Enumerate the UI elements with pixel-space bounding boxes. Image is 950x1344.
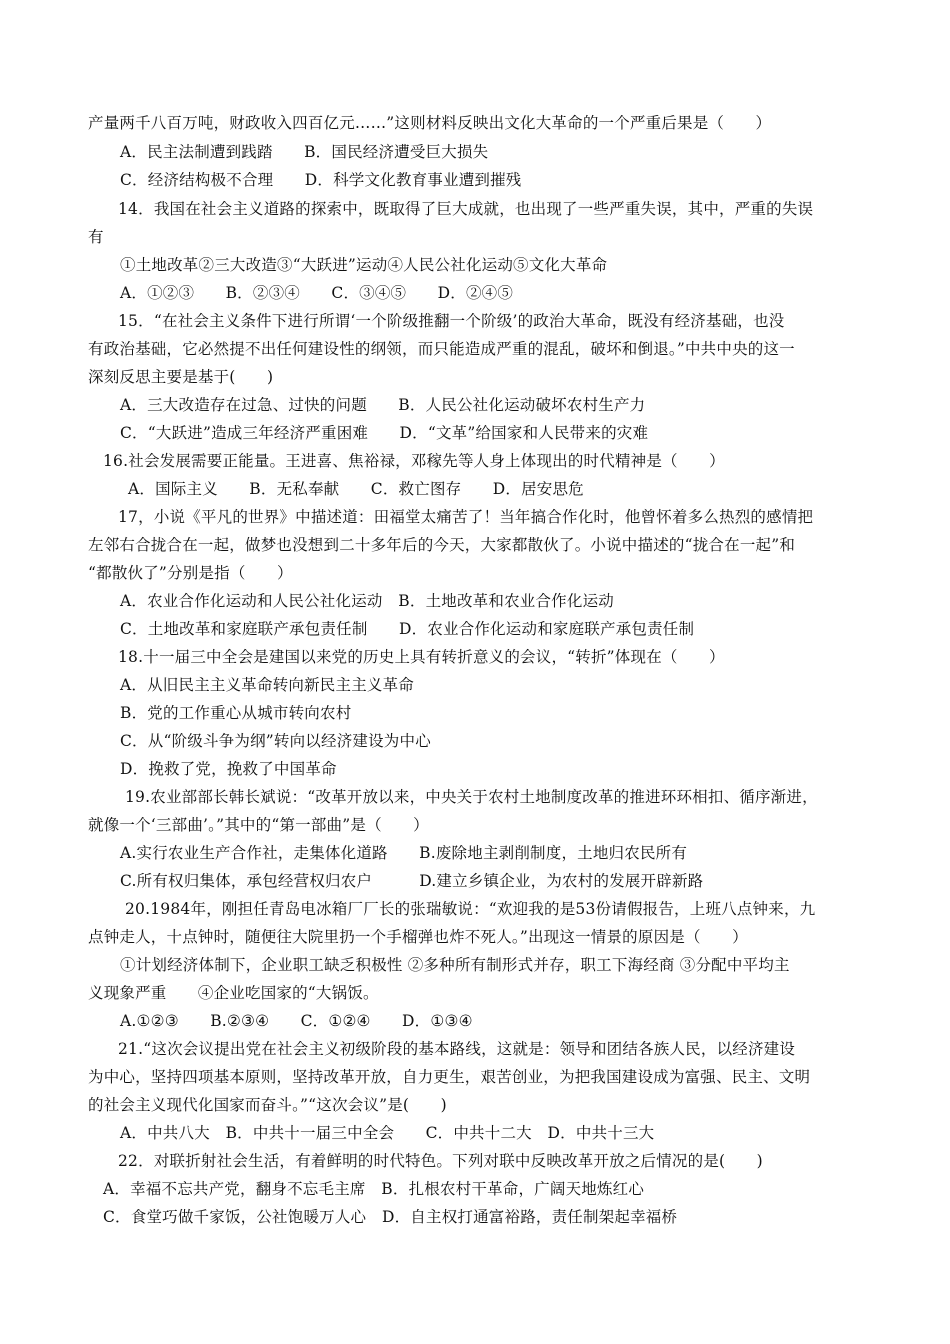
q18-option-d: D．挽救了党，挽救了中国革命 — [120, 760, 337, 778]
question-13-stem-end: 产量两千八百万吨，财政收入四百亿元……”这则材料反映出文化大革命的一个严重后果是（ ） — [88, 114, 772, 132]
q20-items: ①计划经济体制下，企业职工缺乏积极性 ②多种所有制形式并存，职工下海经商 ③分配中平均主 — [120, 956, 790, 974]
q17-options-cd: C．土地改革和家庭联产承包责任制 D．农业合作化运动和家庭联产承包责任制 — [120, 620, 695, 638]
question-17-stem-end: “都散伙了”分别是指（ ） — [88, 564, 293, 582]
question-22-stem: 22．对联折射社会生活，有着鲜明的时代特色。下列对联中反映改革开放之后情况的是( ) — [118, 1152, 763, 1170]
question-16-stem: 16.社会发展需要正能量。王进喜、焦裕禄，邓稼先等人身上体现出的时代精神是（ ） — [103, 452, 725, 470]
q20-items-cont: 义现象严重 ④企业吃国家的“大锅饭。 — [88, 984, 379, 1002]
q22-options-ab: A．幸福不忘共产党，翻身不忘毛主席 B．扎根农村干革命，广阔天地炼红心 — [103, 1180, 645, 1198]
q20-options: A.①②③ B.②③④ C．①②④ D．①③④ — [120, 1012, 473, 1030]
q21-options: A．中共八大 B．中共十一届三中全会 C．中共十二大 D．中共十三大 — [120, 1124, 655, 1142]
q15-options-cd: C．“大跃进”造成三年经济严重困难 D．“文革”给国家和人民带来的灾难 — [120, 424, 649, 442]
question-15-stem-cont: 有政治基础，它必然提不出任何建设性的纲领，而只能造成严重的混乱，破坏和倒退。”中共中央的这一 — [88, 340, 795, 358]
question-15-stem: 15．“在社会主义条件下进行所谓‘一个阶级推翻一个阶级’的政治大革命，既没有经济基础，也没 — [118, 312, 785, 330]
q16-options: A．国际主义 B．无私奉献 C．救亡图存 D．居安思危 — [128, 480, 584, 498]
question-19-stem: 19.农业部部长韩长斌说：“改革开放以来，中央关于农村土地制度改革的推进环环相扣、循序渐进， — [125, 788, 818, 806]
q19-options-ab: A.实行农业生产合作社，走集体化道路 B.废除地主剥削制度，土地归农民所有 — [120, 844, 688, 862]
question-14-stem-cont: 有 — [88, 228, 104, 246]
question-21-stem-end: 的社会主义现代化国家而奋斗。”“这次会议”是( ) — [88, 1096, 447, 1114]
question-21-stem: 21.“这次会议提出党在社会主义初级阶段的基本路线，这就是：领导和团结各族人民，以经济建设 — [118, 1040, 796, 1058]
question-17-stem-cont: 左邻右合拢合在一起，做梦也没想到二十多年后的今天，大家都散伙了。小说中描述的“拢合在一起”和 — [88, 536, 796, 554]
question-17-stem: 17，小说《平凡的世界》中描述道：田福堂太痛苦了！当年搞合作化时，他曾怀着多么热烈的感情把 — [118, 508, 814, 526]
question-21-stem-cont: 为中心，坚持四项基本原则，坚持改革开放，自力更生，艰苦创业，为把我国建设成为富强、民主、文明 — [88, 1068, 811, 1086]
q17-options-ab: A．农业合作化运动和人民公社化运动 B．土地改革和农业合作化运动 — [120, 592, 614, 610]
question-19-stem-end: 就像一个‘三部曲’。”其中的“第一部曲”是（ ） — [88, 816, 429, 834]
q15-options-ab: A．三大改造存在过急、过快的问题 B．人民公社化运动破坏农村生产力 — [120, 396, 646, 414]
question-15-stem-end: 深刻反思主要是基于( ) — [88, 368, 274, 386]
q18-option-c: C．从“阶级斗争为纲”转向以经济建设为中心 — [120, 732, 431, 750]
q13-options-ab: A．民主法制遭到践踏 B．国民经济遭受巨大损失 — [120, 143, 489, 161]
q18-option-a: A．从旧民主主义革命转向新民主主义革命 — [120, 676, 414, 694]
q18-option-b: B．党的工作重心从城市转向农村 — [120, 704, 352, 722]
question-20-stem-end: 点钟走人，十点钟时，随便往大院里扔一个手榴弹也炸不死人。”出现这一情景的原因是（ ） — [88, 928, 748, 946]
q19-options-cd: C.所有权归集体，承包经营权归农户 D.建立乡镇企业，为农村的发展开辟新路 — [120, 872, 704, 890]
q14-options: A．①②③ B．②③④ C．③④⑤ D．②④⑤ — [120, 284, 514, 302]
q13-options-cd: C．经济结构极不合理 D．科学文化教育事业遭到摧残 — [120, 171, 522, 189]
q22-options-cd: C．食堂巧做千家饭，公社饱暖万人心 D．自主权打通富裕路，责任制架起幸福桥 — [103, 1208, 678, 1226]
q14-items: ①土地改革②三大改造③“大跃进”运动④人民公社化运动⑤文化大革命 — [120, 256, 608, 274]
question-18-stem: 18.十一届三中全会是建国以来党的历史上具有转折意义的会议，“转折”体现在（ ） — [118, 648, 725, 666]
question-20-stem: 20.1984年，刚担任青岛电冰箱厂厂长的张瑞敏说：“欢迎我的是53份请假报告，上班八点钟来，九 — [125, 900, 816, 918]
question-14-stem: 14．我国在社会主义道路的探索中，既取得了巨大成就，也出现了一些严重失误，其中，严重的失误 — [118, 200, 814, 218]
